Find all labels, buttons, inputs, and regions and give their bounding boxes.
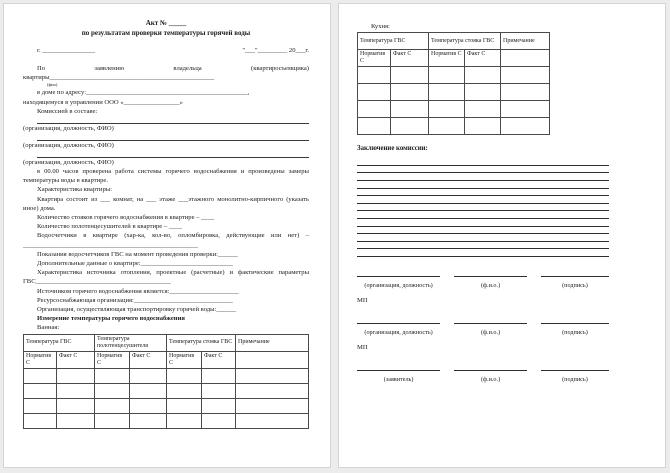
signature-org-column <box>357 318 440 337</box>
paragraph-towel-dryers: Количество полотенцесушителей в квартире – ____ <box>37 223 183 231</box>
table-empty-cell <box>130 398 167 413</box>
act-title-number: Акт № _____ <box>145 19 187 27</box>
table-empty-cell <box>57 368 95 383</box>
signature-org-column <box>357 271 440 290</box>
page-1 <box>3 3 331 468</box>
table-empty-cell <box>167 383 202 398</box>
table-empty-cell <box>57 413 95 428</box>
table-empty-cell <box>202 368 236 383</box>
table-empty-cell <box>358 118 391 135</box>
subheader-empty <box>501 50 550 67</box>
paragraph-hot-water-source: Источником горячего водоснабжения является:_____________________ <box>37 287 239 295</box>
act-title-subject: по результатам проверки температуры горячей воды <box>81 29 251 37</box>
header-note: Примечание <box>501 33 550 50</box>
subheader-fact: Факт С <box>465 50 501 67</box>
table-empty-row <box>24 368 309 383</box>
table-empty-cell <box>391 67 429 84</box>
table-empty-cell <box>24 398 57 413</box>
stamp-mp-label: МП <box>357 296 368 304</box>
signature-applicant-column <box>357 365 440 384</box>
conclusion-blank-line <box>357 219 609 227</box>
table-empty-cell <box>24 413 57 428</box>
conclusion-blank-line <box>357 234 609 242</box>
table-empty-cell <box>429 67 465 84</box>
table-empty-cell <box>95 413 130 428</box>
conclusion-blank-line <box>357 227 609 235</box>
subheader-norm: Норматив С <box>95 351 130 368</box>
signature-blank-line <box>541 271 609 277</box>
table-empty-row <box>24 383 309 398</box>
signature-blank-line <box>541 318 609 324</box>
signature-sign-label: (подпись) <box>562 328 588 336</box>
table-empty-row <box>24 398 309 413</box>
table-empty-cell <box>57 398 95 413</box>
signature-fio-column <box>454 271 527 290</box>
table-empty-cell <box>202 398 236 413</box>
signature-blank-line <box>454 271 527 277</box>
city-field: г. ________________ <box>37 47 96 54</box>
conclusion-blank-line <box>357 181 609 189</box>
paragraph-additional-data: Дополнительные данные о квартире:____________________________ <box>37 260 233 268</box>
paragraph-flat: Квартира состоит из ___ комнат, на ___ этаже ___этажного монолитно-кирпичного (указать иное) дома. <box>23 195 309 212</box>
stamp-mp-label: МП <box>357 343 368 351</box>
table-empty-cell <box>95 383 130 398</box>
header-riser-temp: Температура стояка ГВС <box>167 334 236 351</box>
table-sub-header-row <box>24 351 309 368</box>
table-empty-cell <box>236 383 309 398</box>
bathroom-temperature-table <box>23 334 309 429</box>
signature-lines-row <box>357 318 609 337</box>
table-empty-row <box>358 67 550 84</box>
table-empty-cell <box>167 413 202 428</box>
paragraph-address: в доме по адресу:_________________________________________________, <box>37 89 250 97</box>
signature-blank-line <box>454 318 527 324</box>
subheader-norm: Норматив С <box>358 50 391 67</box>
subheader-fact: Факт С <box>57 351 95 368</box>
table-empty-cell <box>57 383 95 398</box>
table-empty-cell <box>236 413 309 428</box>
conclusion-blank-line <box>357 196 609 204</box>
signature-org-label: (организация, должность) <box>364 328 433 336</box>
table-empty-cell <box>465 101 501 118</box>
conclusion-blank-line <box>357 189 609 197</box>
table-empty-cell <box>391 118 429 135</box>
date-field: "___"_________ 20___г. <box>242 47 309 54</box>
paragraph-commission: Комиссией в составе: <box>37 107 98 115</box>
table-empty-cell <box>130 413 167 428</box>
table-empty-cell <box>358 84 391 101</box>
header-riser-temp: Температура стояка ГВС <box>429 33 501 50</box>
conclusion-blank-line <box>357 249 609 257</box>
fio-note: (фио) <box>47 82 58 88</box>
paragraph-risers: Количество стояков горячего водоснабжения в квартире – ____ <box>37 214 215 222</box>
commission-blank-line <box>37 116 309 124</box>
conclusion-blank-lines <box>357 158 609 257</box>
conclusion-blank-line <box>357 242 609 250</box>
conclusion-blank-line <box>357 173 609 181</box>
header-towel-temp: Температура полотенцесушителя <box>95 334 167 351</box>
table-empty-cell <box>358 101 391 118</box>
signature-blank-line <box>454 365 527 371</box>
org-position-fio-label: (организация, должность, ФИО) <box>23 125 114 133</box>
table-empty-row <box>24 413 309 428</box>
bathroom-table-body <box>24 368 309 428</box>
signature-blank-line <box>357 318 440 324</box>
subheader-fact: Факт С <box>202 351 236 368</box>
measurement-heading: Измерение температуры горячего водоснабжения <box>37 315 185 323</box>
table-empty-cell <box>501 67 550 84</box>
table-group-header-row <box>358 33 550 50</box>
conclusion-blank-line <box>357 204 609 212</box>
conclusion-heading: Заключение комиссии: <box>357 145 428 153</box>
signature-fio-column <box>454 318 527 337</box>
signature-lines-row <box>357 365 609 384</box>
table-empty-cell <box>130 383 167 398</box>
page-2 <box>338 3 666 468</box>
table-empty-cell <box>202 383 236 398</box>
subheader-empty <box>236 351 309 368</box>
signature-lines-row <box>357 271 609 290</box>
paragraph-meter-readings: Показания водосчетчиков ГВС на момент проведения проверки:______ <box>37 250 238 258</box>
table-empty-cell <box>202 413 236 428</box>
paragraph-source-params: Характеристика источника отопления, проектные (расчетные) и фактические параметры ГВС_________________________________________ <box>23 269 309 286</box>
table-empty-cell <box>501 101 550 118</box>
signature-sign-column <box>541 365 609 384</box>
paragraph-check: в 00.00 часов проверена работа системы горячего водоснабжения и произведены замеры температуры воды в квартире. <box>23 168 309 185</box>
table-empty-cell <box>236 368 309 383</box>
paragraph-water-meters: Водосчетчики в квартире (хар-ка, кол-во, опломбировка, действующие или нет) – _____________________________________________________ <box>23 232 309 249</box>
conclusion-blank-line <box>357 211 609 219</box>
table-empty-cell <box>24 383 57 398</box>
signature-fio-label: (ф.и.о.) <box>480 328 501 336</box>
table-empty-row <box>358 101 550 118</box>
table-empty-cell <box>358 67 391 84</box>
table-empty-cell <box>501 118 550 135</box>
table-empty-cell <box>429 84 465 101</box>
kitchen-temperature-table <box>357 32 550 135</box>
paragraph-management: находящемуся в управлении ООО «_________________» <box>23 98 183 106</box>
paragraph-transport-org: Организация, осуществляющая транспортировку горячей воды:______ <box>37 306 237 314</box>
table-empty-cell <box>465 67 501 84</box>
city-date-row <box>37 47 309 54</box>
conclusion-blank-line <box>357 166 609 174</box>
header-gvs-temp: Температура ГВС <box>24 334 95 351</box>
org-position-fio-label: (организация, должность, ФИО) <box>23 159 114 167</box>
kitchen-table-body <box>358 67 550 135</box>
signature-sign-column <box>541 318 609 337</box>
bathroom-label: Ванная: <box>37 324 60 332</box>
signature-org-label: (организация, должность) <box>364 281 433 289</box>
subheader-fact: Факт С <box>391 50 429 67</box>
signature-sign-label: (подпись) <box>562 281 588 289</box>
table-empty-cell <box>236 398 309 413</box>
table-empty-cell <box>167 368 202 383</box>
table-empty-cell <box>429 101 465 118</box>
signature-blank-line <box>357 365 440 371</box>
table-empty-cell <box>429 118 465 135</box>
table-empty-cell <box>465 84 501 101</box>
table-empty-cell <box>24 368 57 383</box>
kitchen-label: Кухня: <box>371 23 390 30</box>
paragraph-resource-org: Ресурсоснабжающая организация:______________________________ <box>37 296 233 304</box>
signature-blank-line <box>541 365 609 371</box>
conclusion-blank-line <box>357 158 609 166</box>
signature-applicant-label: (заявитель) <box>383 375 414 383</box>
subheader-norm: Норматив С <box>24 351 57 368</box>
table-empty-cell <box>95 398 130 413</box>
commission-blank-line <box>37 150 309 158</box>
header-note: Примечание <box>236 334 309 351</box>
table-empty-cell <box>391 101 429 118</box>
signature-sign-column <box>541 271 609 290</box>
table-group-header-row <box>24 334 309 351</box>
signature-fio-label: (ф.и.о.) <box>480 375 501 383</box>
table-empty-cell <box>391 84 429 101</box>
paragraph-application: По заявлению владельца (квартиросъемщика) квартиры__________________________________________________ <box>23 65 309 82</box>
signature-fio-label: (ф.и.о.) <box>480 281 501 289</box>
table-empty-cell <box>167 398 202 413</box>
subheader-fact: Факт С <box>130 351 167 368</box>
commission-blank-line <box>37 133 309 141</box>
subheader-norm: Норматив С <box>429 50 465 67</box>
subheader-norm: Норматив С <box>167 351 202 368</box>
table-empty-cell <box>465 118 501 135</box>
table-empty-cell <box>130 368 167 383</box>
paragraph-flat-header: Характеристика квартиры: <box>37 186 113 194</box>
header-gvs-temp: Температура ГВС <box>358 33 429 50</box>
table-empty-cell <box>95 368 130 383</box>
signature-sign-label: (подпись) <box>562 375 588 383</box>
org-position-fio-label: (организация, должность, ФИО) <box>23 142 114 150</box>
table-empty-row <box>358 84 550 101</box>
table-empty-row <box>358 118 550 135</box>
table-sub-header-row <box>358 50 550 67</box>
table-empty-cell <box>501 84 550 101</box>
signature-fio-column <box>454 365 527 384</box>
signature-blank-line <box>357 271 440 277</box>
